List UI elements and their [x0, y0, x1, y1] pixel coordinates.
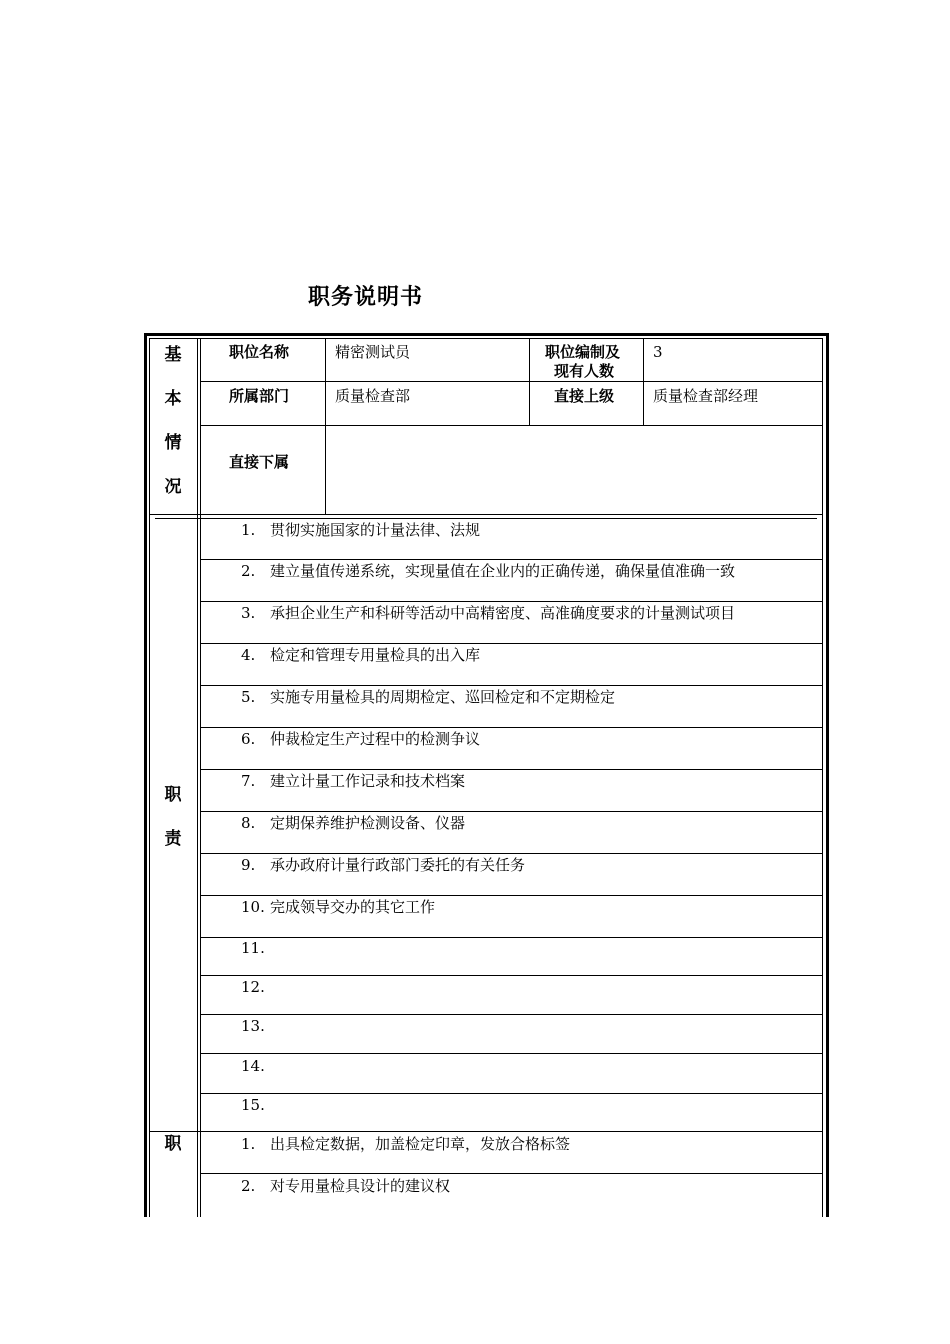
duty-row-divider	[200, 975, 823, 976]
authority-number: 2.	[241, 1177, 256, 1195]
duty-row-divider	[200, 937, 823, 938]
table-border-left	[144, 333, 147, 1217]
duty-text: 承担企业生产和科研等活动中高精密度、高准确度要求的计量测试项目	[270, 604, 736, 622]
table-border-top	[144, 333, 829, 336]
duty-number: 4.	[241, 646, 256, 664]
duty-item	[241, 978, 270, 996]
authority-text: 出具检定数据，加盖检定印章，发放合格标签	[270, 1135, 571, 1153]
basic-col-divider-1	[325, 338, 326, 515]
duty-number: 13.	[241, 1017, 265, 1035]
duty-row-divider	[200, 643, 823, 644]
duty-number: 10.	[241, 898, 265, 916]
position-name-label: 职位名称	[229, 343, 290, 361]
basic-col-divider-2	[529, 338, 530, 425]
label-column-divider	[197, 338, 198, 1217]
authority-item	[241, 1135, 570, 1153]
table-border-top-inner	[149, 338, 823, 339]
duty-item	[241, 646, 480, 664]
duty-row-divider	[200, 559, 823, 560]
duty-number: 14.	[241, 1057, 265, 1075]
duty-text: 检定和管理专用量检具的出入库	[270, 646, 481, 664]
basic-info-label-char: 本	[164, 389, 182, 409]
basic-row-divider-2	[200, 425, 823, 426]
duty-number: 11.	[241, 939, 265, 957]
basic-info-label	[163, 333, 183, 509]
authority-label-char: 职	[164, 1134, 182, 1154]
duty-row-divider	[200, 685, 823, 686]
duty-number: 15.	[241, 1096, 265, 1114]
authority-row-divider	[200, 1173, 823, 1174]
duty-text: 贯彻实施国家的计量法律、法规	[270, 521, 481, 539]
page-title: 职务说明书	[308, 285, 424, 310]
table-border-right-inner	[822, 338, 823, 1217]
duty-text: 实施专用量检具的周期检定、巡回检定和不定期检定	[270, 688, 616, 706]
duty-text: 定期保养维护检测设备、仪器	[270, 814, 466, 832]
subordinates-label: 直接下属	[229, 453, 290, 471]
duty-text: 完成领导交办的其它工作	[270, 898, 436, 916]
duty-number: 5.	[241, 688, 256, 706]
duty-row-divider	[200, 1053, 823, 1054]
duty-number: 7.	[241, 772, 256, 790]
basic-info-label-char: 况	[164, 477, 182, 497]
duty-row-divider	[200, 769, 823, 770]
duty-item	[241, 939, 270, 957]
duty-text: 建立量值传递系统，实现量值在企业内的正确传递，确保量值准确一致	[270, 562, 736, 580]
authority-label	[163, 1122, 183, 1166]
duty-text: 仲裁检定生产过程中的检测争议	[270, 730, 481, 748]
basic-col-divider-3	[643, 338, 644, 425]
duty-item	[241, 772, 465, 790]
duty-item	[241, 1017, 270, 1035]
duty-row-divider	[200, 1014, 823, 1015]
headcount-value: 3	[653, 343, 663, 361]
table-border-left-inner	[149, 338, 150, 1217]
basic-row-divider-1	[200, 381, 823, 382]
duty-item	[241, 1057, 270, 1075]
authority-text: 对专用量检具设计的建议权	[270, 1177, 451, 1195]
duty-item	[241, 856, 525, 874]
duty-number: 3.	[241, 604, 256, 622]
supervisor-label: 直接上级	[554, 387, 615, 405]
duties-label-char: 责	[164, 829, 182, 849]
authority-number: 1.	[241, 1135, 256, 1153]
duty-row-divider	[200, 853, 823, 854]
duty-item	[241, 562, 735, 580]
basic-info-label-char: 情	[164, 433, 182, 453]
supervisor-value: 质量检查部经理	[653, 387, 759, 405]
duty-item	[241, 521, 480, 539]
position-name-value: 精密测试员	[335, 343, 411, 361]
label-column-divider-2	[200, 338, 201, 1217]
duty-number: 6.	[241, 730, 256, 748]
department-value: 质量检查部	[335, 387, 411, 405]
table-border-right	[826, 333, 829, 1217]
department-label: 所属部门	[229, 387, 290, 405]
duty-item	[241, 814, 465, 832]
duty-item	[241, 730, 480, 748]
duties-label	[163, 773, 183, 861]
duty-number: 9.	[241, 856, 256, 874]
duty-text: 建立计量工作记录和技术档案	[270, 772, 466, 790]
duty-item	[241, 1096, 270, 1114]
duty-number: 8.	[241, 814, 256, 832]
authority-item	[241, 1177, 450, 1195]
duty-number: 2.	[241, 562, 256, 580]
basic-info-label-char: 基	[164, 345, 182, 365]
duty-row-divider	[200, 727, 823, 728]
duty-row-divider	[200, 811, 823, 812]
duty-number: 12.	[241, 978, 265, 996]
duty-row-divider	[200, 895, 823, 896]
section-separator-2	[155, 518, 817, 519]
duty-item	[241, 898, 435, 916]
duty-row-divider	[200, 601, 823, 602]
duty-number: 1.	[241, 521, 256, 539]
duty-item	[241, 604, 735, 622]
duty-item	[241, 688, 615, 706]
duty-text: 承办政府计量行政部门委托的有关任务	[270, 856, 526, 874]
duties-label-char: 职	[164, 785, 182, 805]
headcount-label-line2: 现有人数	[554, 362, 615, 380]
duty-row-divider	[200, 1093, 823, 1094]
section-separator-duties	[149, 1131, 823, 1132]
headcount-label-line1: 职位编制及	[545, 343, 621, 361]
section-separator	[149, 514, 823, 515]
